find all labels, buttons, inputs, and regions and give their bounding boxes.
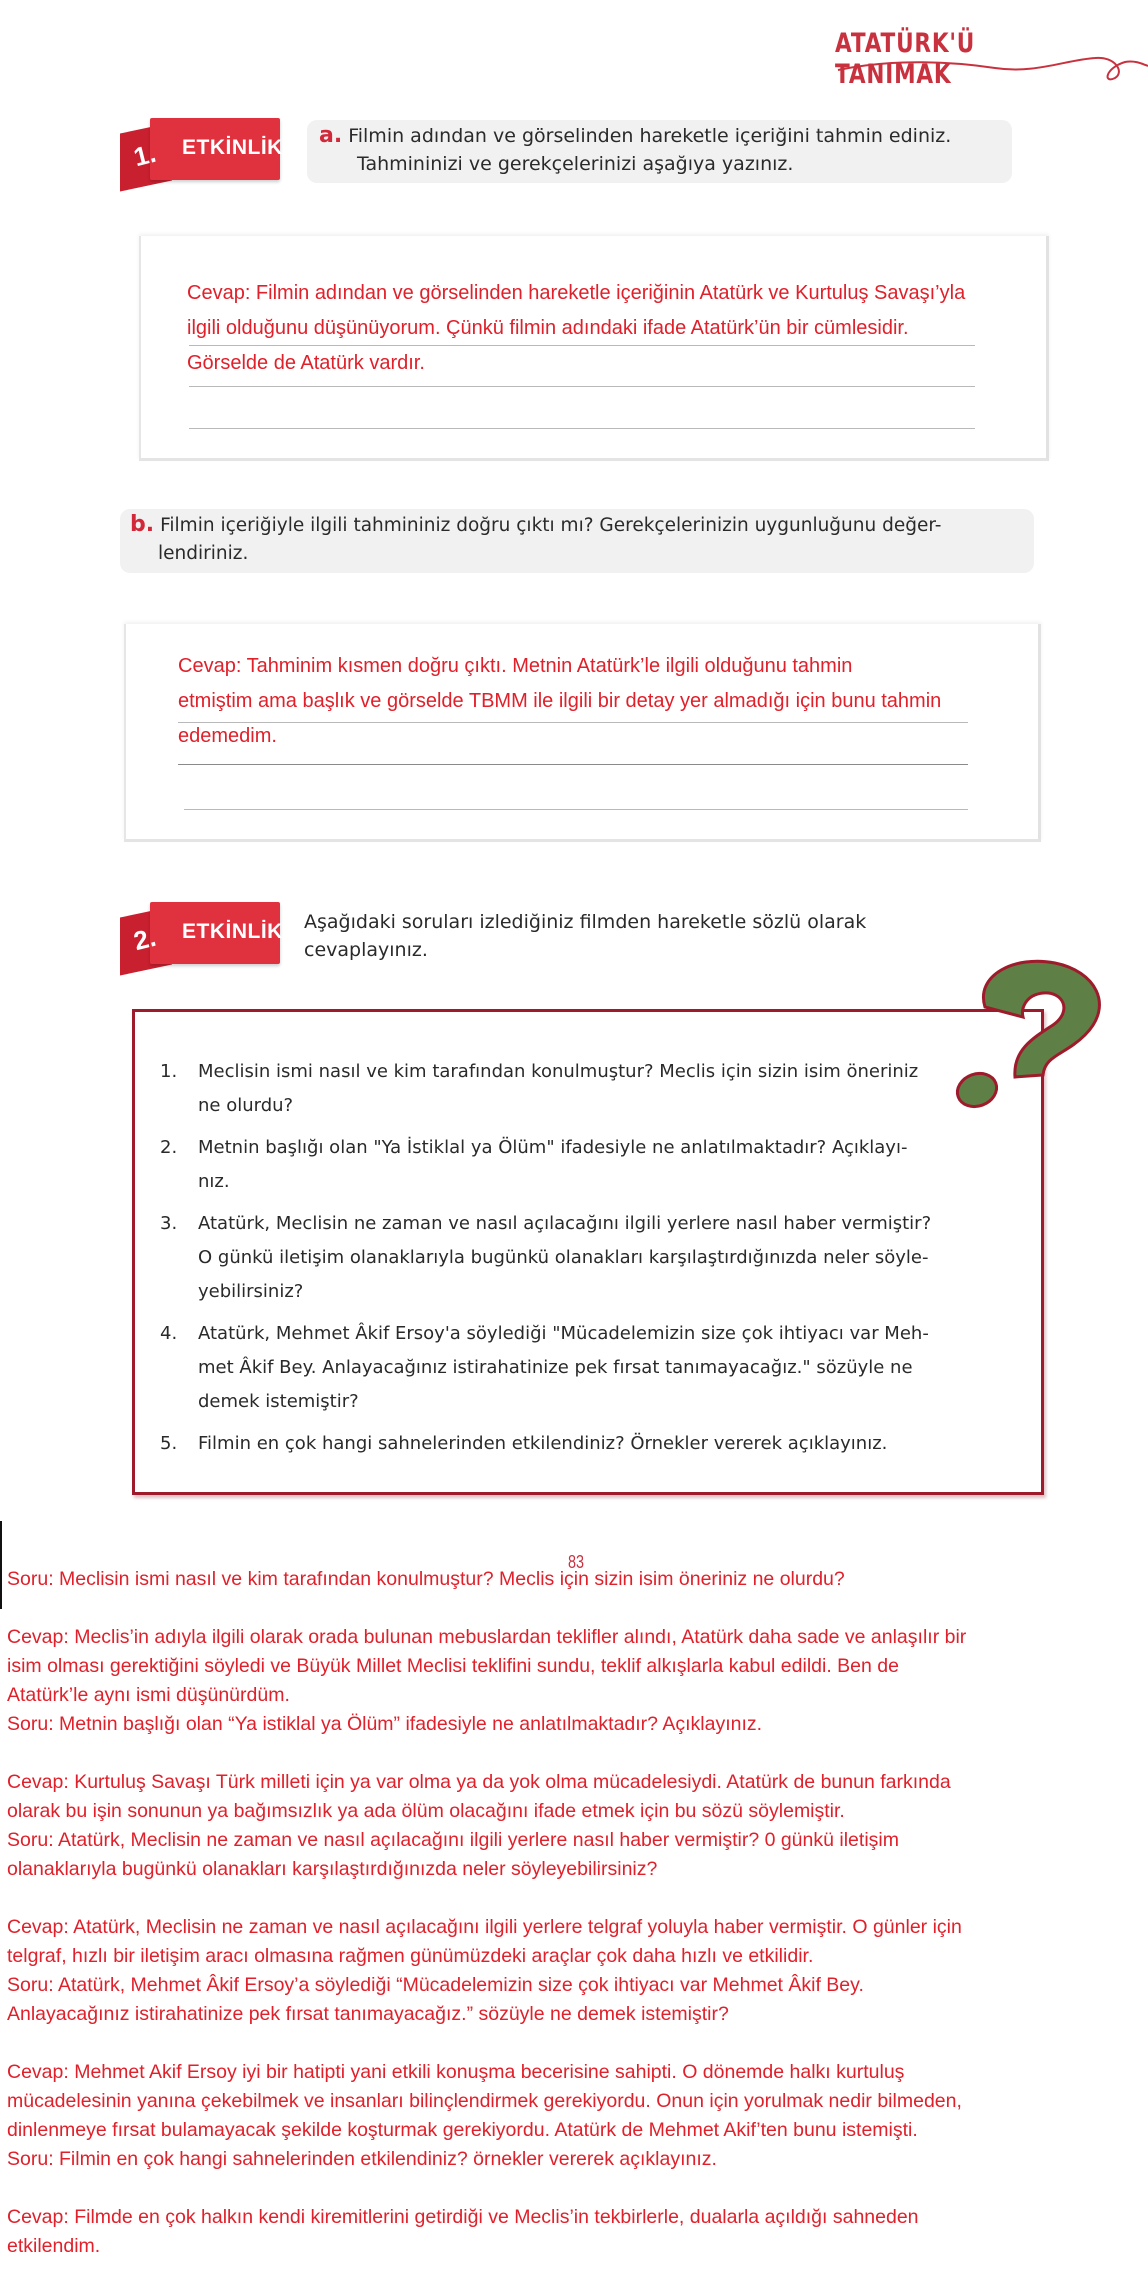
page-number: 83 (568, 1552, 585, 1572)
answer-line: mücadelesinin yanına çekebilmek ve insanları bilinçlendirmek gerekiyordu. Onun için yorulmak nedir bilmeden, (7, 2090, 962, 2112)
answer-line: Cevap: Filmde en çok halkın kendi kiremitlerini getirdiği ve Meclis’in tekbirlerle, dualarla açıldığı sahneden (7, 2206, 919, 2228)
activity-2-badge: 2. ETKİNLİK (120, 902, 280, 970)
answer-line (7, 1594, 966, 1623)
activity-1-badge: 1. ETKİNLİK (120, 118, 280, 186)
answer-line: Atatürk’le aynı ismi düşünürdüm. (7, 1684, 290, 1706)
answer-line: Soru: Metnin başlığı olan “Ya istiklal ya Ölüm” ifadesiyle ne anlatılmaktadır? Açıklayınız. (7, 1713, 763, 1735)
answer-line: isim olması gerektiğini söyledi ve Büyük Millet Meclisi teklifini sundu, teklif alkışlarla kabul edildi. Ben de (7, 1655, 899, 1677)
answer-line: Cevap: Mehmet Akif Ersoy iyi bir hatipti yani etkili konuşma becerisine sahipti. O dönemde halkı kurtuluş (7, 2061, 905, 2083)
answer-line: olarak bu işin sonunun ya bağımsızlık ya ada ölüm olacağını ifade etmek için bu sözü söylemiştir. (7, 1800, 845, 1822)
answer-line: Soru: Atatürk, Mehmet Âkif Ersoy’a söylediği “Mücadelemizin size çok ihtiyacı var Mehmet Âkif Bey. (7, 1974, 864, 1996)
answer-line: Soru: Atatürk, Meclisin ne zaman ve nasıl açılacağını ilgili yerlere nasıl haber vermiştir? 0 günkü iletişim (7, 1829, 899, 1851)
unit-title: ATATÜRK'Ü TANIMAK (835, 28, 976, 90)
answer-line (7, 2174, 966, 2203)
answer-line: etkilendim. (7, 2235, 101, 2257)
answer-a-text: Cevap: Filmin adından ve görselinden hareketle içeriğinin Atatürk ve Kurtuluş Savaşı’yla ilgili olduğunu düşünüyorum. Çünkü filmin adındaki ifade Atatürk’ün bir cümlesidir. Görselde de Atatürk vardır. (187, 282, 966, 374)
question-item: 3. Atatürk, Meclisin ne zaman ve nasıl açılacağını ilgili yerlere nasıl haber vermiştir? O günkü iletişim olanaklarıyla bugünkü olanakları karşılaştırdığınızda neler söyle- yebilirsiniz? (160, 1213, 932, 1302)
answer-box-a[interactable] (139, 236, 1049, 461)
question-item: 5. Filmin en çok hangi sahnelerinden etkilendiniz? Örnekler vererek açıklayınız. (160, 1433, 888, 1454)
question-item: 1. Meclisin ismi nasıl ve kim tarafından konulmuştur? Meclis için sizin isim öneriniz ne olurdu? (160, 1061, 919, 1116)
answer-line: Cevap: Atatürk, Meclisin ne zaman ve nasıl açılacağını ilgili yerlere telgraf yoluyla haber vermiştir. O günler için (7, 1916, 962, 1938)
answer-line: telgraf, hızlı bir iletişim aracı olmasına rağmen günümüzdeki araçlar çok daha hızlı ve etkilidir. (7, 1945, 814, 1967)
answer-line (7, 1739, 966, 1768)
answer-line: Cevap: Kurtuluş Savaşı Türk milleti için ya var olma ya da yok olma mücadelesiydi. Atatürk de bunun farkında (7, 1771, 951, 1793)
typed-answers[interactable] (7, 1565, 966, 2261)
answer-b-text: Cevap: Tahminim kısmen doğru çıktı. Metnin Atatürk’le ilgili olduğunu tahmin etmiştim ama başlık ve görselde TBMM ile ilgili bir detay yer almadığı için bunu tahmin edemedim. (178, 655, 942, 747)
answer-line (7, 1884, 966, 1913)
answer-line: Cevap: Meclis’in adıyla ilgili olarak orada bulunan mebuslardan teklifler alındı, Atatürk daha sade ve anlaşılır bir (7, 1626, 967, 1648)
questions-list (160, 1055, 980, 1469)
question-a: a. Filmin adından ve görselinden hareketle içeriğini tahmin ediniz. Tahmininizi ve gerekçelerinizi aşağıya yazınız. (307, 120, 1012, 183)
answer-line: Soru: Filmin en çok hangi sahnelerinden etkilendiniz? örnekler vererek açıklayınız. (7, 2148, 717, 2170)
question-item: 4. Atatürk, Mehmet Âkif Ersoy'a söylediği "Mücadelemizin size çok ihtiyacı var Meh- met Âkif Bey. Anlayacağınız istirahatinize pek fırsat tanımayacağız." sözüyle ne demek istemiştir? (160, 1323, 929, 1412)
answer-line: Soru: Meclisin ismi nasıl ve kim tarafından konulmuştur? Meclis için sizin isim öneriniz ne olurdu? (7, 1568, 845, 1590)
answer-line (7, 2029, 966, 2058)
activity-2-instruction: Aşağıdaki soruları izlediğiniz filmden hareketle sözlü olarak cevaplayınız. (304, 911, 867, 961)
answer-line: Anlayacağınız istirahatinize pek fırsat tanımayacağız.” sözüyle ne demek istemiştir? (7, 2003, 729, 2025)
title-underline-swirl (835, 48, 1148, 88)
answer-line: dinlenmeye fırsat bulamayacak şekilde koşturmak gerekiyordu. Atatürk de Mehmet Akif’ten bunu istemişti. (7, 2119, 918, 2141)
answer-box-b[interactable] (124, 624, 1041, 842)
answer-line: olanaklarıyla bugünkü olanakları karşılaştırdığınızda neler söyleyebilirsiniz? (7, 1858, 658, 1880)
text-cursor-bar (0, 1521, 2, 1609)
question-b: b. Filmin içeriğiyle ilgili tahmininiz doğru çıktı mı? Gerekçelerinizin uygunluğunu değer- lendiriniz. (120, 509, 1034, 573)
question-item: 2. Metnin başlığı olan "Ya İstiklal ya Ölüm" ifadesiyle ne anlatılmaktadır? Açıklayı- nız. (160, 1137, 908, 1192)
